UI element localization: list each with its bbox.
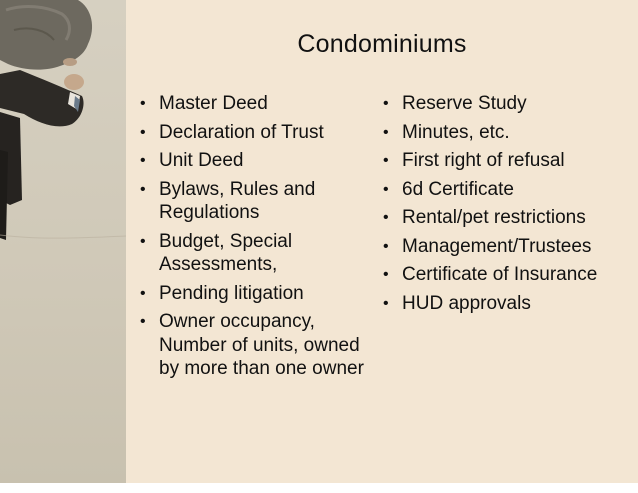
list-item: • Certificate of Insurance: [381, 263, 631, 287]
left-bullet-list: [138, 92, 370, 386]
list-item: • HUD approvals: [381, 292, 631, 316]
slide-title: Condominiums: [297, 30, 467, 58]
list-item: • Rental/pet restrictions: [381, 206, 631, 230]
list-item: • Unit Deed: [138, 149, 370, 173]
list-item: • Reserve Study: [381, 92, 631, 116]
list-item: • Master Deed: [138, 92, 370, 116]
man-carrying-boulder-illustration: [0, 0, 126, 483]
list-item: • Minutes, etc.: [381, 121, 631, 145]
list-item: • Budget, Special Assessments,: [138, 230, 370, 277]
list-item: • 6d Certificate: [381, 178, 631, 202]
list-item: • Declaration of Trust: [138, 121, 370, 145]
list-item: • Pending litigation: [138, 282, 370, 306]
list-item: • Management/Trustees: [381, 235, 631, 259]
list-item: • First right of refusal: [381, 149, 631, 173]
slide-content: [126, 0, 638, 483]
boulder-figure-icon: [0, 0, 126, 483]
list-item: • Owner occupancy, Number of units, owned by more than one owner: [138, 310, 370, 381]
list-item: • Bylaws, Rules and Regulations: [138, 178, 370, 225]
right-bullet-list: [381, 92, 631, 320]
